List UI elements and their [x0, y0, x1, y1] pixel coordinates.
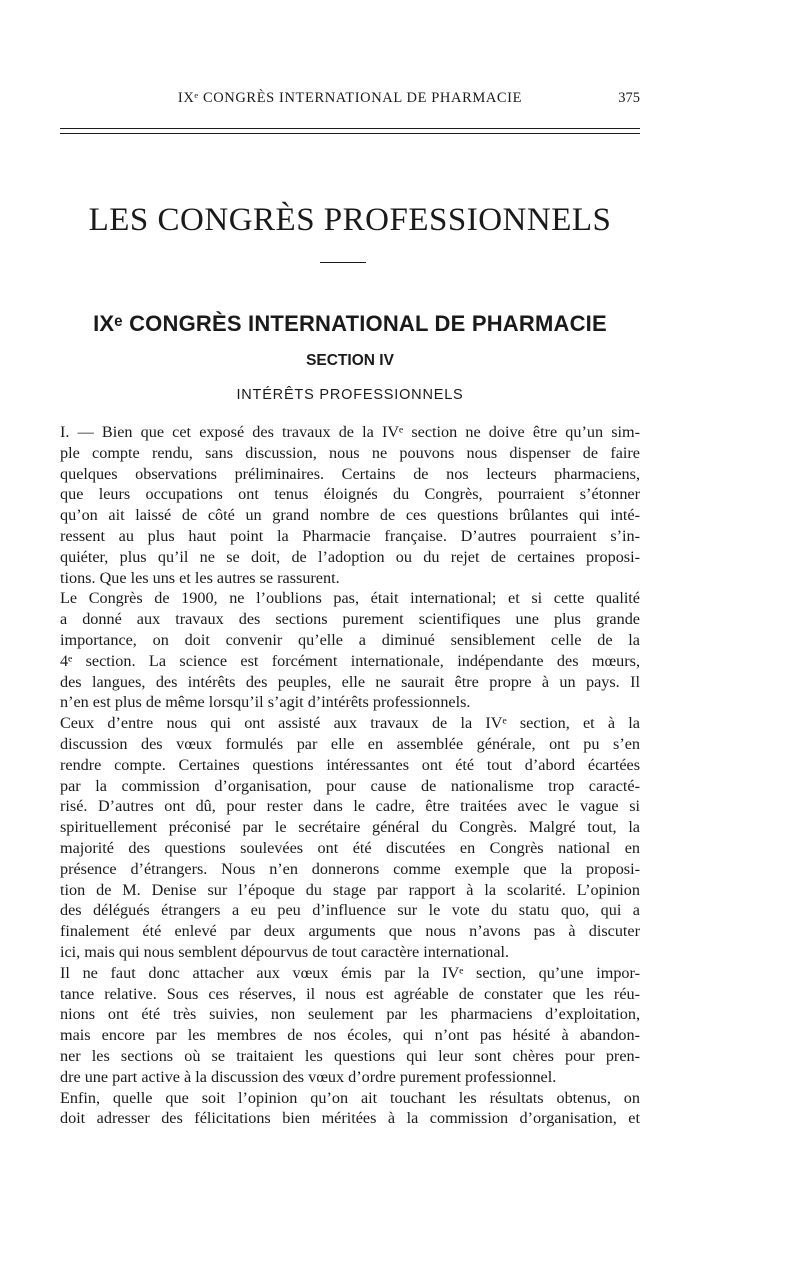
text-line: Ceux d’entre nous qui ont assisté aux travaux de la IVᵉ section, et à la — [60, 714, 640, 733]
text-line: doit adresser des félicitations bien méritées à la commission d’organisation, et — [60, 1109, 640, 1128]
text-line: tance relative. Sous ces réserves, il nous est agréable de constater que les réu- — [60, 984, 640, 1003]
text-line: majorité des questions soulevées ont été discutées en Congrès national en — [60, 838, 640, 857]
text-line: qu’on ait laissé de côté un grand nombre de ces questions brûlantes qui inté- — [60, 506, 640, 525]
text-line: Le Congrès de 1900, ne l’oublions pas, était international; et si cette qualité — [60, 589, 640, 608]
text-line: présence d’étrangers. Nous n’en donnerons comme exemple que la proposi- — [60, 859, 640, 878]
text-line: que leurs occupations ont tenus éloignés du Congrès, pourraient s’étonner — [60, 485, 640, 504]
text-line: dre une part active à la discussion des vœux d’ordre purement professionnel. — [60, 1067, 557, 1086]
text-line: ressent au plus haut point la Pharmacie française. D’autres pourraient s’in- — [60, 526, 640, 545]
running-title: IXᵉ CONGRÈS INTERNATIONAL DE PHARMACIE — [177, 90, 523, 106]
running-header — [60, 86, 640, 110]
text-line: n’en est plus de même lorsqu’il s’agit d’intérêts professionnels. — [60, 693, 471, 712]
text-line: risé. D’autres ont dû, pour rester dans le cadre, être traitées avec le vague si — [60, 797, 640, 816]
body-text — [60, 422, 640, 1129]
section-subheading: INTÉRÊTS PROFESSIONNELS — [236, 387, 464, 403]
section-heading: SECTION IV — [306, 352, 394, 369]
text-line: finalement été enlevé par deux arguments que nous n’avons pas à discuter — [60, 922, 640, 941]
text-line: des délégués étrangers a eu peu d’influence sur le vote du statu quo, qui a — [60, 901, 640, 920]
text-line: Enfin, quelle que soit l’opinion qu’on ait touchant les résultats obtenus, on — [60, 1088, 640, 1107]
text-line: Il ne faut donc attacher aux vœux émis par la IVᵉ section, qu’une impor- — [60, 963, 640, 982]
text-line: importance, on doit convenir qu’elle a diminué sensiblement celle de la — [60, 630, 640, 649]
header-rule — [60, 128, 640, 129]
congress-heading: IXᵉ CONGRÈS INTERNATIONAL DE PHARMACIE — [93, 311, 607, 336]
page-number: 375 — [618, 90, 640, 106]
title-divider — [320, 262, 366, 263]
text-line: ner les sections où se traitaient les questions qui leur sont chères pour pren- — [60, 1046, 640, 1065]
text-line: spirituellement préconisé par le secrétaire général du Congrès. Malgré tout, la — [60, 818, 640, 837]
text-line: mais encore par les membres de nos écoles, qui n’ont pas hésité à abandon- — [60, 1026, 640, 1045]
text-line: quiéter, plus qu’il ne se doit, de l’adoption ou du rejet de certaines proposi- — [60, 547, 640, 566]
text-line: a donné aux travaux des sections purement scientifiques une plus grande — [60, 610, 640, 629]
text-line: tions. Que les uns et les autres se rassurent. — [60, 568, 340, 587]
text-line: 4ᵉ section. La science est forcément internationale, indépendante des mœurs, — [60, 651, 640, 670]
text-line: nions ont été très suivies, non seulement par les pharmaciens d’exploitation, — [60, 1005, 640, 1024]
text-line: discussion des vœux formulés par elle en assemblée générale, ont pu s’en — [60, 734, 640, 753]
text-line: rendre compte. Certaines questions intéressantes ont été tout d’abord écartées — [60, 755, 640, 774]
text-line: des langues, des intérêts des peuples, elle ne saurait être propre à un pays. Il — [60, 672, 640, 691]
text-line: par la commission d’organisation, pour cause de nationalisme trop caracté- — [60, 776, 640, 795]
text-line: I. — Bien que cet exposé des travaux de la IVᵉ section ne doive être qu’un sim- — [60, 423, 640, 441]
text-line: quelques observations préliminaires. Certains de nos lecteurs pharmaciens, — [60, 464, 640, 483]
text-line: tion de M. Denise sur l’époque du stage par rapport à la scolarité. L’opinion — [60, 880, 640, 899]
page-title: LES CONGRÈS PROFESSIONNELS — [88, 202, 612, 238]
text-line: ple compte rendu, sans discussion, nous ne pouvons nous dispenser de faire — [60, 443, 640, 462]
text-line: ici, mais qui nous semblent dépourvus de tout caractère international. — [60, 942, 510, 961]
header-rule-thin — [60, 133, 640, 134]
